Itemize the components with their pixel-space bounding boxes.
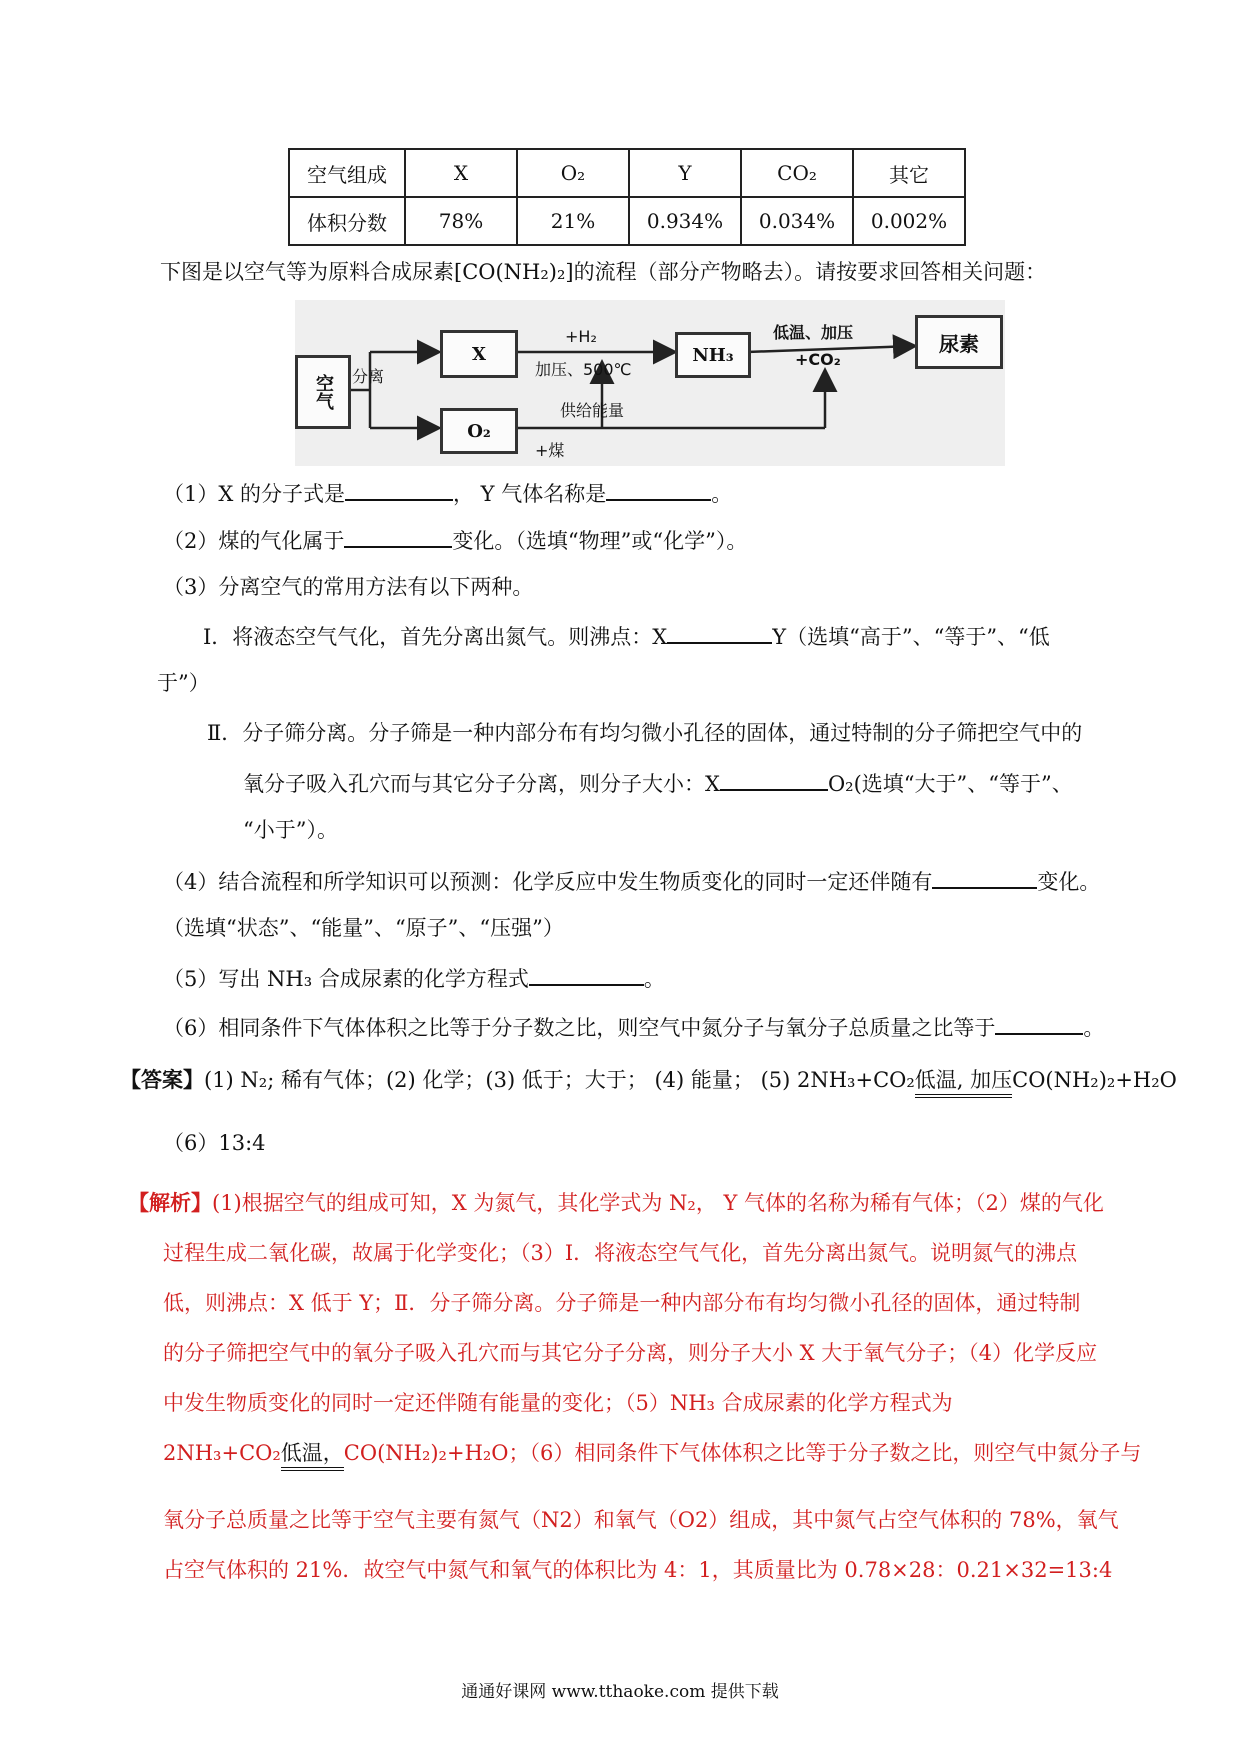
table-cell: CO₂ [741,149,853,197]
question-3-ii-cont [243,767,1073,799]
reaction-condition: 低温, 加压 [915,1068,1012,1098]
h2-label: +H₂ [565,327,597,346]
table-cell: Y [629,149,741,197]
answer-blank[interactable] [345,477,453,501]
analysis-line: 占空气体积的 21%．故空气中氮气和氧气的体积比为 4：1，其质量比为 0.78×28：0.21×32=13:4 [163,1558,1113,1582]
question-6 [163,1011,1104,1043]
question-5 [163,962,665,994]
table-row [289,149,965,197]
q2-text: （2）煤的气化属于 [163,529,345,553]
answer-product: CO(NH₂)₂+H₂O [1012,1068,1177,1092]
energy-label: 供给能量 [560,401,625,420]
analysis-line: 过程生成二氧化碳，故属于化学变化；（3）Ⅰ．将液态空气气化，首先分离出氮气。说明氮气的沸点 [163,1241,1078,1265]
table-cell: X [405,149,517,197]
answer-blank[interactable] [344,524,452,548]
question-1 [163,477,732,509]
question-3-i-cont: 于”） [157,671,210,695]
answer-line [120,1065,1177,1095]
analysis-line: 氧分子总质量之比等于空气主要有氮气（N2）和氧气（O2）组成，其中氮气占空气体积的 78%，氧气 [163,1508,1119,1532]
x-box: X [440,330,518,378]
q6-text: （6）相同条件下气体体积之比等于分子数之比，则空气中氮分子与氧分子总质量之比等于 [163,1016,996,1040]
reaction-condition: 低温， [281,1441,344,1471]
analysis-line [163,1438,1141,1468]
q1-text-b: ， Y 气体名称是 [453,482,607,506]
q3ii-text: 氧分子吸入孔穴而与其它分子分离，则分子大小：X [243,772,720,796]
co2-label: +CO₂ [795,350,841,369]
analysis-line: 中发生物质变化的同时一定还伴随有能量的变化；（5）NH₃ 合成尿素的化学方程式为 [163,1391,953,1415]
urea-flow-diagram [295,300,1005,466]
q1-end: 。 [711,482,733,506]
o2-box: O₂ [440,408,518,454]
answer-blank[interactable] [606,477,711,501]
answer-blank[interactable] [720,767,828,791]
footer-text: 通通好课网 www.tthaoke.com 提供下载 [461,1682,779,1702]
q3i-text-b: Y（选填“高于”、“等于”、“低 [772,625,1050,649]
table-cell: 其它 [853,149,965,197]
table-cell: 空气组成 [289,149,405,197]
analysis-reactants: 2NH₃+CO₂ [163,1441,281,1465]
q3ii-text-b: O₂(选填“大于”、“等于”、 [827,772,1073,796]
answer-blank[interactable] [995,1011,1083,1035]
table-cell: 78% [405,197,517,245]
question-3-i [203,620,1050,652]
air-box: 空气 [295,355,351,429]
answer-text: (1) N₂; 稀有气体；(2) 化学；(3) 低于；大于； (4) 能量； (5) 2NH₃+CO₂ [204,1068,915,1092]
table-cell: 0.934% [629,197,741,245]
q3i-text: Ⅰ．将液态空气气化，首先分离出氮气。则沸点：X [203,625,668,649]
table-row [289,197,965,245]
table-cell: 0.034% [741,197,853,245]
table-cell: O₂ [517,149,629,197]
analysis-line: 低，则沸点：X 低于 Y；Ⅱ．分子筛分离。分子筛是一种内部分布有均匀微小孔径的固体，通过特制 [163,1291,1081,1315]
answer-label: 【答案】 [120,1067,204,1092]
q4-text: （4）结合流程和所学知识可以预测：化学反应中发生物质变化的同时一定还伴随有 [163,870,933,894]
answer-blank[interactable] [932,865,1037,889]
question-2 [163,524,747,556]
analysis-line: 的分子筛把空气中的氧分子吸入孔穴而与其它分子分离，则分子大小 X 大于氧气分子；（4）化学反应 [163,1341,1098,1365]
q5-end: 。 [643,967,665,991]
condition-label: 加压、500℃ [535,360,632,379]
answer-blank[interactable] [529,962,644,986]
table-cell: 0.002% [853,197,965,245]
intro-text: 下图是以空气等为原料合成尿素[CO(NH₂)₂]的流程（部分产物略去）。请按要求回答相关问题： [160,260,1047,284]
separate-label: 分离 [352,367,385,386]
answer-line-2: （6）13:4 [163,1131,266,1155]
flow-arrows [295,300,1005,466]
table-cell: 21% [517,197,629,245]
urea-box: 尿素 [915,315,1003,369]
analysis-label: 【解析】 [128,1190,212,1215]
coal-label: +煤 [535,441,565,460]
air-composition-table [288,148,966,246]
low-temp-label: 低温、加压 [773,323,854,342]
q2-text-b: 变化。（选填“物理”或“化学”）。 [452,529,748,553]
analysis-text: CO(NH₂)₂+H₂O；（6）相同条件下气体体积之比等于分子数之比，则空气中氮分子与 [343,1441,1142,1465]
question-3: （3）分离空气的常用方法有以下两种。 [163,575,534,599]
question-3-ii: Ⅱ．分子筛分离。分子筛是一种内部分布有均匀微小孔径的固体，通过特制的分子筛把空气中的 [207,721,1083,745]
answer-blank[interactable] [667,620,772,644]
analysis-text: (1)根据空气的组成可知，X 为氮气，其化学式为 N₂， Y 气体的名称为稀有气体；（2）煤的气化 [212,1191,1104,1215]
question-4 [163,865,1100,897]
nh3-box: NH₃ [675,332,751,378]
q1-text: （1）X 的分子式是 [163,482,345,506]
question-4-options: （选填“状态”、“能量”、“原子”、“压强”） [163,916,564,940]
question-3-ii-end: “小于”）。 [243,818,338,842]
q6-end: 。 [1083,1016,1105,1040]
analysis-line [128,1188,1104,1218]
q4-text-b: 变化。 [1037,870,1101,894]
table-cell: 体积分数 [289,197,405,245]
q5-text: （5）写出 NH₃ 合成尿素的化学方程式 [163,967,529,991]
